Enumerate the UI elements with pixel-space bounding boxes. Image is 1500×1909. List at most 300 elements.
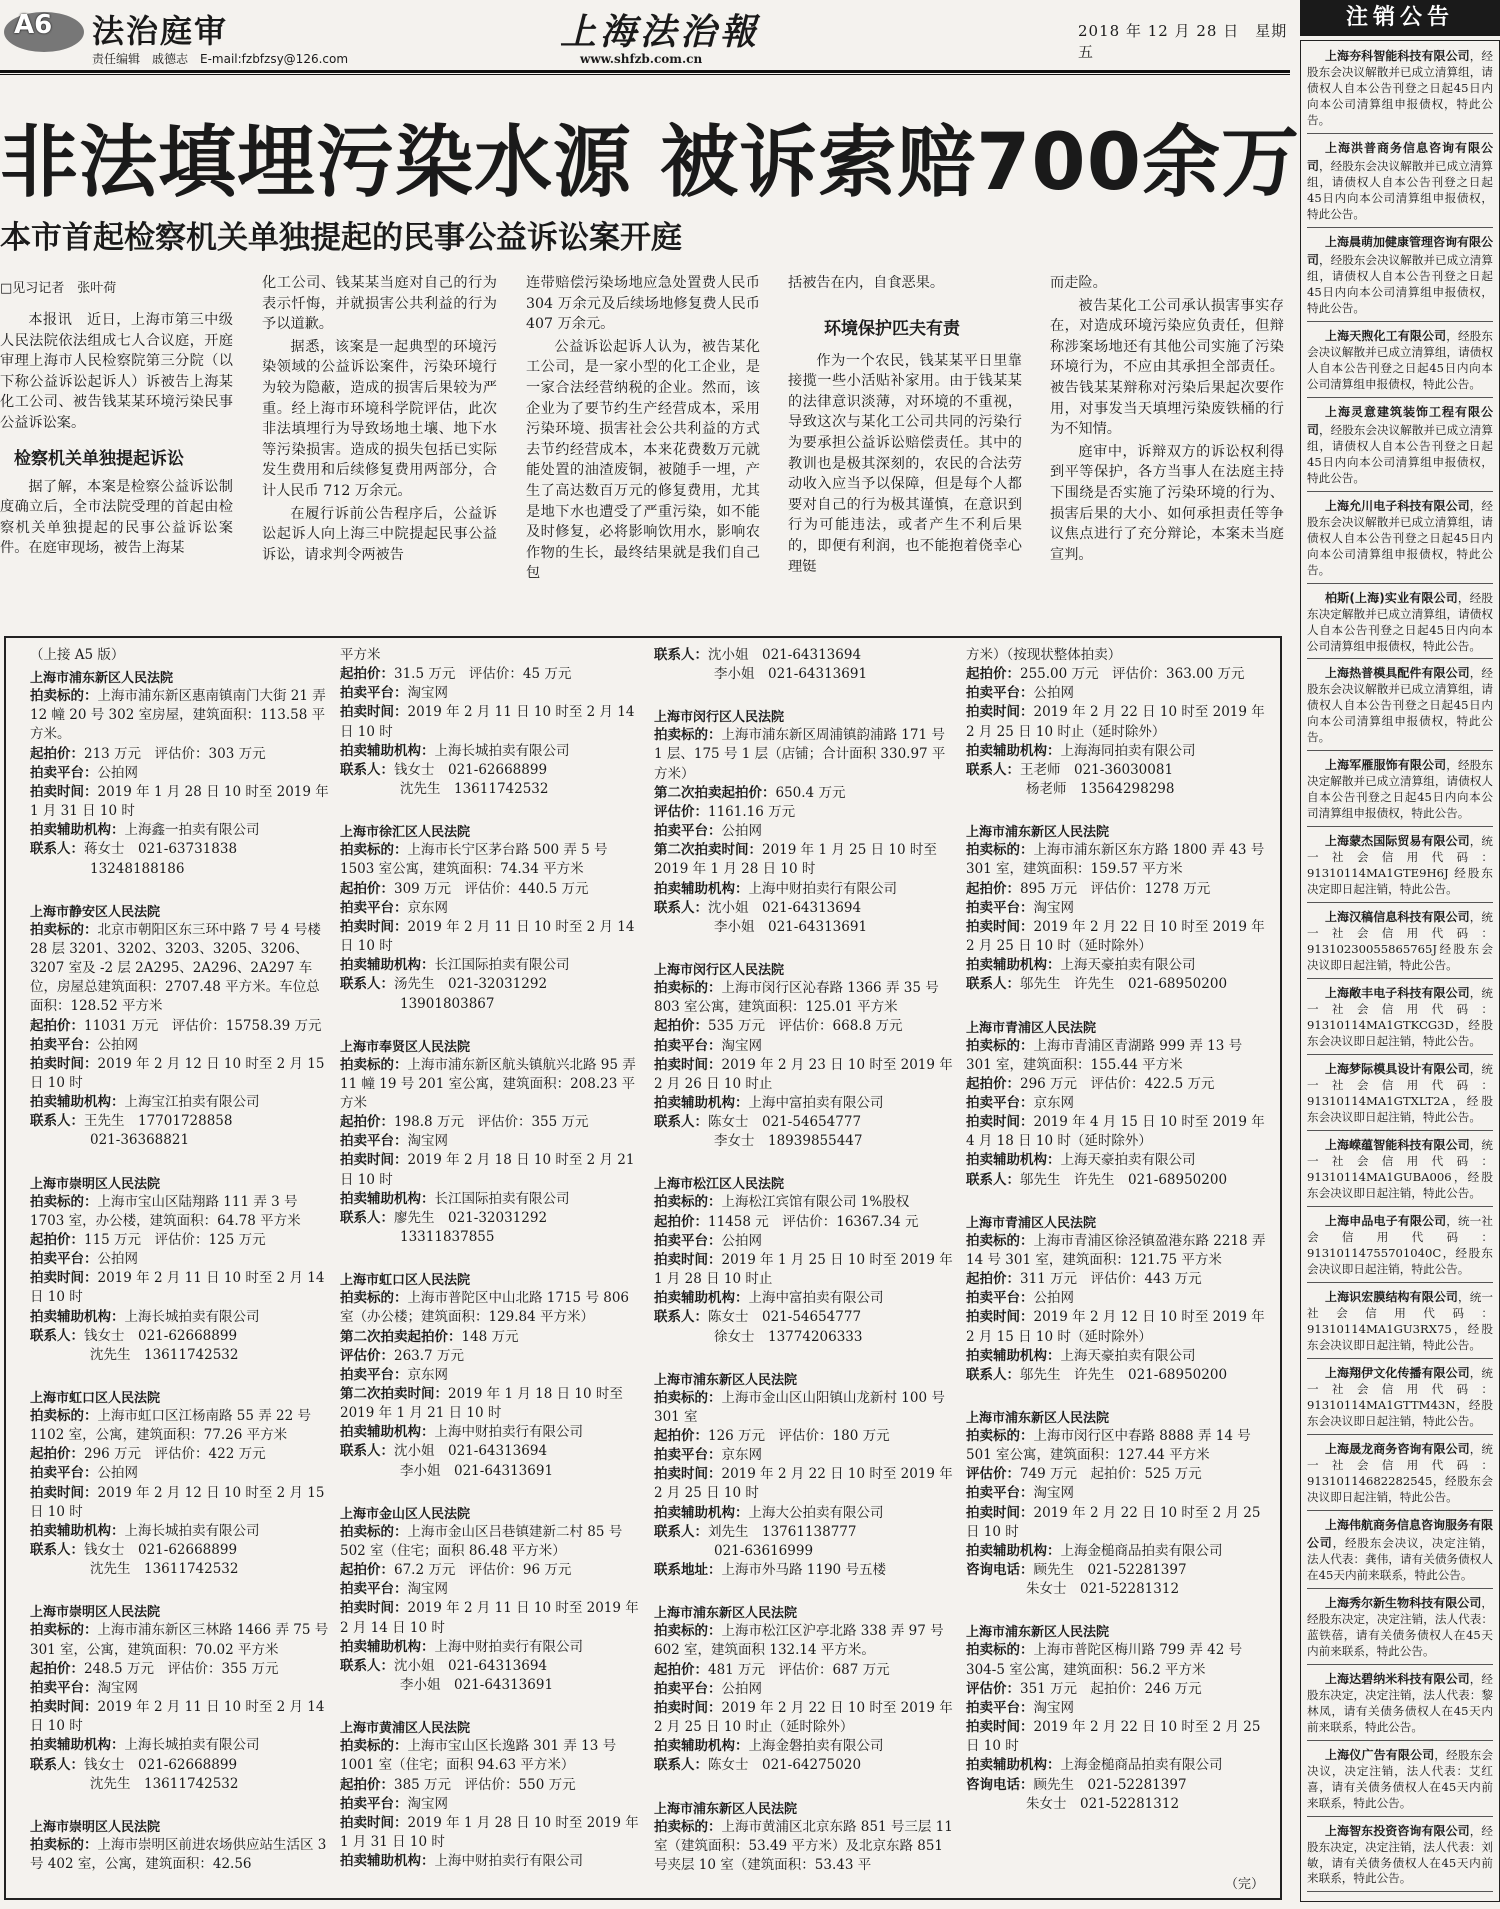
auction-field-label: 第二次拍卖起拍价： [340,1328,462,1345]
auction-field-value: 上海市浦东新区航头镇航兴北路 95 弄 11 幢 19 号 201 室公寓，建筑面积：208.23 平方米 [340,1056,636,1111]
auction-field [340,703,640,741]
auction-court: 上海市青浦区人民法院 [966,1020,1097,1036]
auction-field-value: 2019 年 1 月 25 日 10 时至 2019 年 1 月 28 日 10 时 [654,842,937,878]
auction-field-label: 起拍价： [654,1661,708,1678]
auction-field [966,975,1266,994]
auction-field-value: 2019 年 2 月 18 日 10 时至 2 月 21 日 10 时 [340,1152,635,1188]
auction-field-label: 起拍价： [340,666,394,683]
auction-field-label: 拍卖辅助机构： [966,957,1061,974]
editor-credit: 责任编辑 戚德志 E-mail:fzbfzsy@126.com [92,52,349,66]
auction-lot [966,1621,1266,1813]
auction-field-label: 拍卖辅助机构： [30,1094,125,1111]
auction-field [30,1698,330,1736]
notice-company: 上海天煦化工有限公司 [1325,328,1447,343]
auction-field [340,1151,640,1189]
auction-field-label: 拍卖平台： [30,1036,98,1053]
auction-lot [30,901,330,1151]
article-subheading: 检察机关单独提起诉讼 [14,448,184,469]
auction-field-value: 上海市浦东新区惠南镇南门大街 21 弄 12 幢 20 号 302 室房屋，建筑面积：113.58 平方米。 [30,688,326,743]
auction-field [654,841,954,879]
auction-field-label: 联系人： [340,976,394,993]
auction-field-value: 上海市松江区沪亭北路 338 弄 97 号 602 室，建筑面积 132.14 平方米。 [654,1623,944,1659]
auction-field-label: 起拍价： [30,1660,84,1677]
notice-text: ，经股东决定，决定注销，法人代表：蓝铁蓓，请有关债务债权人在45天内前来联系，特此公告。 [1307,1595,1493,1658]
auction-court: 上海市闵行区人民法院 [654,963,785,979]
auction-field-value: 上海市浦东新区周浦镇韵浦路 171 号 1 层、175 号 1 层（店铺；合计面积 330.97 平方米） [654,727,946,782]
auction-field [30,1484,330,1522]
auction-field [654,1680,954,1699]
auction-field-label: 起拍价： [340,1562,394,1579]
auction-field-label: 拍卖标的： [30,1622,98,1639]
auction-field [30,1017,330,1036]
auction-field-label: 拍卖时间： [30,783,98,800]
auction-field-value: 陈女士 021-54654777 [708,1309,862,1326]
auction-court: 上海市虹口区人民法院 [30,1391,161,1406]
auction-field-label: 联系人： [654,1757,708,1774]
auction-field-value: 上海市普陀区中山北路 1715 号 806 室（办公楼；建筑面积：129.84 平方米） [340,1290,629,1326]
auction-field-label: 拍卖时间： [340,918,408,935]
auction-field-label: 拍卖标的： [340,1738,408,1755]
auction-field-value: 2019 年 1 月 25 日 10 时至 2019 年 1 月 28 日 10 时止 [654,1251,953,1288]
auction-field [966,1037,1266,1075]
auction-field-label: 拍卖辅助机构： [30,1737,125,1754]
notice-text: ，统一社会信用代码：91310114682282545，经股东会决议即日起注销，特此公告。 [1307,1441,1493,1504]
auction-field-label: 拍卖时间： [654,1466,722,1483]
auction-notices-box [4,636,1282,1900]
auction-column-1 [30,646,330,1896]
auction-contact-extra: 徐女士 13774206333 [714,1328,863,1345]
auction-court: 上海市虹口区人民法院 [340,1273,471,1289]
auction-field [654,1818,954,1875]
notice-text: ，经股东会决议解散并已成立清算组，请债权人自本公告刊登之日起45日内向本公司清算组申报债权，特此公告。 [1307,666,1493,745]
auction-field-value: 淘宝网 [407,685,448,702]
auction-field [654,1017,954,1036]
auction-field-label: 拍卖标的： [966,1428,1034,1444]
auction-field [966,1232,1266,1270]
notice-company: 上海智东投资咨询有限公司 [1325,1823,1470,1838]
auction-lot [966,646,1266,799]
auction-field-value: 2019 年 2 月 22 日 10 时至 2019 年 2 月 25 日 10 时 [654,1466,953,1502]
notice-item [1307,1058,1493,1131]
auction-field [966,1151,1266,1170]
auction-field-value: 邬先生 许先生 021-68950200 [1020,1366,1228,1383]
auction-field [340,1599,640,1637]
auction-field [654,1523,954,1542]
auction-contact-extra: 李小姐 021-64313691 [400,1462,554,1479]
article-column-5 [1050,273,1284,567]
notice-text: ，经股东会决议，决定注销，法人代表：艾红喜，请有关债务债权人在45天内前来联系，特此公告。 [1307,1747,1493,1810]
auction-court: 上海市金山区人民法院 [340,1506,471,1522]
auction-field-label: 起拍价： [340,1114,394,1131]
auction-field [654,726,954,783]
auction-field-label: 拍卖平台： [966,899,1034,916]
auction-field-value: 上海市普陀区梅川路 799 弄 42 号 304-5 室公寓，建筑面积：56.2 平方米 [966,1642,1243,1678]
article-paragraph: 本报讯 近日，上海市第三中级人民法院依法组成七人合议庭，开庭审理上海市人民检察院第三分院（以下称公益诉讼起诉人）诉被告上海某化工公司、被告钱某某环境污染民事公益诉讼案。 [0,312,233,431]
auction-field-label: 联系人： [966,976,1020,993]
auction-field-value: 上海长城拍卖有限公司 [434,742,570,759]
notice-item [1307,1134,1493,1207]
notice-title: 注销公告 [1300,0,1500,36]
article-column-1 [0,273,233,561]
auction-field-label: 联系人： [654,1523,708,1540]
notice-company: 上海申品电子有限公司 [1325,1214,1447,1229]
auction-lot [340,1036,640,1248]
auction-field [340,1289,640,1327]
notice-item [1307,137,1493,228]
auction-field-value: 上海市金山区吕巷镇建新二村 85 号 502 室（住宅；面积 86.48 平方米） [340,1523,623,1559]
auction-field-label: 拍卖平台： [340,1795,408,1812]
auction-field [30,1541,330,1560]
auction-field [654,1389,954,1427]
auction-field-label: 拍卖时间： [340,1814,408,1831]
auction-field-label: 拍卖标的： [966,1642,1034,1659]
article-subheadline: 本市首起检察机关单独提起的民事公益诉讼案开庭 [0,220,682,256]
auction-field [966,1289,1266,1308]
auction-field-value: 公拍网 [721,1680,762,1697]
auction-field-value: 上海天豪拍卖有限公司 [1060,957,1196,974]
article-paragraph: 而走险。 [1050,275,1107,291]
auction-field-value: 11458 元 评估价：16367.34 元 [708,1213,919,1230]
auction-field [30,1464,330,1483]
auction-field-label: 拍卖平台： [966,1094,1034,1111]
auction-lot [30,1173,330,1365]
auction-field-value: 淘宝网 [1033,899,1074,916]
auction-field-label: 起拍价： [966,1271,1020,1288]
notice-company: 柏斯(上海)实业有限公司 [1325,590,1458,605]
auction-field-label: 拍卖标的： [340,1523,408,1540]
auction-field-label: 拍卖辅助机构： [340,742,435,759]
auction-field-label: 联系人： [340,1443,394,1460]
auction-field [340,665,640,684]
page-number: A6 [14,10,53,40]
notice-item [1307,1592,1493,1665]
newspaper-masthead: 上海法治報 [560,11,761,53]
auction-field-value: 248.5 万元 评估价：355 万元 [84,1660,279,1677]
auction-field-label: 拍卖平台： [30,1465,98,1482]
auction-field [340,1366,640,1385]
auction-field-label: 拍卖标的： [966,1232,1034,1249]
auction-field-value: 沈小姐 021-64313694 [394,1657,548,1674]
auction-field-value: 邬先生 许先生 021-68950200 [1020,1171,1228,1188]
auction-field-value: 淘宝网 [1033,1485,1074,1502]
auction-field-label: 拍卖平台： [966,685,1034,702]
article-paragraph: 据悉，该案是一起典型的环境污染领域的公益诉讼案件，污染环境行为较为隐蔽，造成的损害后果较为严重。经上海市环境科学院评估，此次非法填埋行为导致场地土壤、地下水等污染损害。造成的损失包括已实际发生费用和后续修复费用两部分，合计人民币 712 万余元。 [262,338,497,499]
auction-field [966,1699,1266,1718]
notice-item [1307,495,1493,584]
auction-field-label: 拍卖标的： [340,842,408,859]
auction-field-label: 拍卖辅助机构： [966,1152,1061,1169]
notice-company: 上海秀尔新生物科技有限公司 [1325,1595,1482,1610]
auction-field-label: 拍卖平台： [30,764,98,781]
auction-field-label: 起拍价： [966,1075,1020,1092]
page-header [0,0,1290,66]
auction-field [966,1641,1266,1679]
auction-field [654,784,954,803]
auction-lot [654,1369,954,1581]
auction-field [966,1561,1266,1580]
auction-field-label: 拍卖辅助机构： [966,1757,1061,1774]
auction-field [966,684,1266,703]
auction-field [966,1504,1266,1542]
auction-field-value: 上海市虹口区江杨南路 55 弄 22 号 1102 室，公寓，建筑面积：77.26 平方米 [30,1408,312,1444]
auction-field [340,1561,640,1580]
auction-field [30,1756,330,1775]
notice-item [1307,325,1493,398]
auction-field-value: 2019 年 2 月 11 日 10 时至 2019 年 2 月 14 日 10 时 [340,1600,639,1636]
auction-field [30,1036,330,1055]
auction-field-label: 拍卖平台： [966,1699,1034,1716]
auction-field [340,956,640,975]
auction-field-label: 评估价： [966,1680,1020,1697]
auction-contact-extra: 13248188186 [90,860,185,877]
auction-field [340,880,640,899]
auction-field-value: 2019 年 2 月 12 日 10 时至 2 月 15 日 10 时 [30,1484,325,1520]
auction-field-value: 11031 万元 评估价：15758.39 万元 [84,1017,322,1034]
auction-field-label: 拍卖辅助机构： [340,1853,435,1870]
auction-field [30,1112,330,1131]
auction-field [654,1561,954,1580]
auction-field [30,921,330,1017]
auction-field [654,1465,954,1503]
auction-field-value: 895 万元 评估价：1278 万元 [1020,880,1211,897]
auction-field-value: 1161.16 万元 [708,803,796,820]
auction-field [30,1621,330,1659]
auction-field [654,1446,954,1465]
auction-field-label: 联系人： [340,761,394,778]
auction-field-label: 拍卖平台： [340,899,408,916]
auction-court: 上海市松江区人民法院 [654,1177,785,1193]
auction-field-value: 上海市浦东新区三林路 1466 弄 75 号 301 室，公寓，建筑面积：70.02 平方米 [30,1622,329,1658]
auction-field [340,1423,640,1442]
notice-text: ，经股东决定解散并已成立清算组，请债权人自本公告刊登之日起45日内向本公司清算组申报债权，特此公告。 [1307,758,1493,821]
auction-contact-extra: 李女士 18939855447 [714,1133,863,1150]
notice-text: ，统一社会信用代码：91310114MA1GTE9H6J 经股东决定即日起注销，特此公告。 [1307,834,1493,897]
auction-field-label: 起拍价： [654,1018,708,1035]
auction-field [966,1465,1266,1484]
auction-field [30,1308,330,1327]
auction-field [654,1504,954,1523]
auction-field-label: 第二次拍卖起拍价： [654,784,776,801]
auction-field-value: 311 万元 评估价：443 万元 [1020,1271,1202,1288]
end-mark: （完） [1224,1877,1264,1892]
auction-field-label: 拍卖平台： [966,1485,1034,1502]
auction-field-label: 评估价： [966,1466,1020,1483]
auction-field-value: 上海市金山区山阳镇山龙新村 100 号 301 室 [654,1389,945,1425]
auction-field-value: 255.00 万元 评估价：363.00 万元 [1020,666,1245,683]
auction-field-value: 沈小姐 021-64313694 [708,647,862,663]
auction-field-label: 拍卖平台： [30,1679,98,1696]
auction-field [340,1795,640,1814]
auction-field-value: 蒋女士 021-63731838 [84,841,238,858]
article-paragraph: 在履行诉前公告程序后，公益诉讼起诉人向上海三中院提起民事公益诉讼，请求判令两被告 [262,505,497,563]
article-paragraph: 庭审中，诉辩双方的诉讼权利得到平等保护，各方当事人在法庭主持下围绕是否实施了污染环境的行为、损害后果的大小、如何承担责任等争议焦点进行了充分辩论，本案未当庭宣判。 [1050,443,1284,563]
auction-field-value: 2019 年 2 月 22 日 10 时至 2 月 25 日 10 时 [966,1504,1261,1540]
auction-field-value: 2019 年 1 月 28 日 10 时至 2019 年 1 月 31 日 10 时 [30,783,329,820]
auction-column-2 [340,646,640,1893]
auction-court: 上海市崇明区人民法院 [30,1605,161,1621]
notice-item [1307,231,1493,322]
notice-item [1307,1362,1493,1435]
auction-field [340,1190,640,1209]
continued-note: （上接 A5 版） [30,647,125,663]
auction-field-value: 上海金槌商品拍卖有限公司 [1060,1542,1223,1559]
auction-field-value: 上海市外马路 1190 号五楼 [721,1562,886,1579]
auction-field [340,1852,640,1871]
article-column-2 [262,273,497,567]
auction-lot [340,1503,640,1695]
auction-field-label: 联系人： [30,1756,84,1773]
article-column-3 [526,273,760,586]
auction-field-value: 上海松江宾馆有限公司 1%股权 [721,1194,910,1211]
auction-field [340,1776,640,1795]
auction-field-value: 上海金磐拍卖有限公司 [748,1738,884,1755]
header-rule [0,70,1290,73]
auction-field-label: 联系人： [966,761,1020,778]
auction-column-4 [966,646,1266,1836]
auction-field-value: 385 万元 评估价：550 万元 [394,1776,576,1793]
auction-field-label: 起拍价： [654,1428,708,1444]
auction-field [966,956,1266,975]
notice-text: ，经股东会决议解散并已成立清算组，请债权人自本公告刊登之日起45日内向本公司清算组申报债权，特此公告。 [1307,49,1493,127]
auction-contact-extra: 沈先生 13611742532 [90,1561,239,1578]
auction-contact-extra: 沈先生 13611742532 [400,781,549,798]
auction-field-label: 拍卖标的： [654,727,722,744]
auction-field [340,1638,640,1657]
auction-field-label: 拍卖标的： [654,1818,722,1835]
auction-field-value: 650.4 万元 [775,784,846,801]
auction-field-label: 拍卖时间： [30,1484,98,1501]
auction-field-value: 2019 年 2 月 22 日 10 时至 2019 年 2 月 25 日 10 时止（延时除外） [966,704,1265,740]
header-rule-thin [0,74,1290,75]
auction-court: 上海市青浦区人民法院 [966,1215,1097,1231]
auction-field [340,1347,640,1366]
auction-field [340,975,640,994]
auction-field-label: 拍卖辅助机构： [654,1094,749,1111]
auction-field-label: 联系人： [30,1113,84,1130]
notice-item [1307,662,1493,751]
auction-field-label: 拍卖时间： [966,918,1034,935]
auction-field-value: 京东网 [721,1447,762,1464]
auction-field [30,1679,330,1698]
auction-field [966,1347,1266,1366]
auction-field [654,899,954,918]
auction-field [30,1093,330,1112]
auction-field-value: 王先生 17701728858 [84,1113,233,1130]
auction-field-label: 联系人： [30,1327,84,1344]
auction-field-value: 王老师 021-36030081 [1020,761,1174,778]
notice-company: 上海灵意建筑装饰工程有限公司 [1307,404,1493,437]
auction-field-value: 2019 年 1 月 28 日 10 时至 2019 年 1 月 31 日 10 时 [340,1814,639,1850]
auction-contact-extra: 沈先生 13611742532 [90,1775,239,1792]
auction-court: 上海市浦东新区人民法院 [966,1411,1110,1426]
notice-company: 上海夯科智能科技有限公司 [1325,49,1470,63]
article-column-4 [788,273,1022,579]
auction-lot [966,1017,1266,1190]
auction-field-label: 拍卖平台： [654,1037,722,1054]
auction-field [340,1132,640,1151]
auction-field [30,764,330,783]
notice-item [1307,754,1493,827]
reporter-byline: □见习记者 张叶荷 [0,281,117,296]
auction-field-label: 拍卖辅助机构： [654,1290,749,1307]
auction-contact-extra: 李小姐 021-64313691 [714,666,868,683]
auction-field-label: 联系人： [340,1657,394,1674]
auction-field-value: 刘先生 13761138777 [708,1523,857,1540]
auction-field [966,1542,1266,1561]
deregistration-notice-sidebar [1300,0,1500,1909]
article-headline: 非法填埋污染水源 被诉索赔700余万 [0,118,1300,208]
auction-field-label: 拍卖时间： [966,1309,1034,1326]
auction-field [654,1094,954,1113]
auction-field [340,684,640,703]
auction-field-label: 联系人： [340,1209,394,1226]
notice-text: ，经股东决定解散并已成立清算组，请债权人自本公告刊登之日起45日内向本公司清算组申报债权，特此公告。 [1307,590,1493,653]
auction-field-label: 拍卖标的： [30,1408,98,1424]
auction-contact-extra: 13901803867 [400,995,495,1012]
notice-company: 上海梦际模具设计有限公司 [1325,1062,1470,1077]
auction-court: 上海市徐汇区人民法院 [340,825,471,841]
auction-field-label: 拍卖时间： [340,1152,408,1169]
auction-field-label: 起拍价： [340,880,394,897]
auction-field [340,1385,640,1423]
auction-field-value: 公拍网 [97,1036,138,1053]
notice-text: ，经股东会决议解散并已成立清算组，请债权人自本公告刊登之日起45日内向本公司清算组申报债权，特此公告。 [1307,498,1493,577]
auction-lot [654,1798,954,1875]
auction-field-label: 联系人： [30,1542,84,1559]
auction-field [654,1056,954,1094]
auction-field-value: 2019 年 2 月 12 日 10 时至 2 月 15 日 10 时 [30,1055,325,1091]
notice-item [1307,401,1493,492]
notice-text: ，经股东决定，决定注销，法人代表：刘敏，请有关债务债权人在45天内前来联系，特此公告。 [1307,1823,1493,1886]
auction-field-value: 31.5 万元 评估价：45 万元 [394,666,572,683]
auction-field [654,1622,954,1660]
auction-field-label: 拍卖时间： [654,1699,722,1716]
auction-field-value: 上海市浦东新区东方路 1800 弄 43 号 301 室，建筑面积：159.57 平方米 [966,842,1265,878]
auction-field [966,761,1266,780]
auction-field [340,841,640,879]
auction-field-value: 上海天豪拍卖有限公司 [1060,1347,1196,1364]
auction-court: 上海市崇明区人民法院 [30,1819,161,1835]
notice-text: ，经股东决定，决定注销，法人代表：黎林凤，请有关债务债权人在45天内前来联系，特此公告。 [1307,1671,1493,1734]
auction-field [966,1756,1266,1775]
auction-court: 上海市浦东新区人民法院 [654,1801,798,1817]
auction-field-value: 上海海同拍卖有限公司 [1060,742,1196,759]
auction-contact-extra: 杨老师 13564298298 [1026,781,1175,798]
auction-field-value: 方米）（按现状整体拍卖） [966,647,1122,663]
auction-field-label: 拍卖平台： [654,1680,722,1697]
auction-lot [966,1212,1266,1385]
auction-field-value: 公拍网 [97,764,138,781]
notice-text: ，经股东会决议解散并已成立清算组，请债权人自本公告刊登之日起45日内向本公司清算组申报债权，特此公告。 [1307,158,1493,221]
auction-field-label: 联系人： [654,899,708,916]
auction-court: 上海市闵行区人民法院 [654,710,785,726]
auction-field-value: 749 万元 起拍价：525 万元 [1020,1466,1202,1483]
notice-company: 上海翔伊文化传播有限公司 [1325,1365,1470,1380]
auction-field [966,899,1266,918]
auction-field-label: 拍卖辅助机构： [30,1522,125,1539]
notice-company: 上海蒙杰国际贸易有限公司 [1325,834,1470,849]
auction-field [340,1814,640,1852]
auction-field-label: 拍卖时间： [966,1114,1034,1131]
auction-field [654,803,954,822]
auction-field [30,1193,330,1231]
auction-field-label: 拍卖标的： [654,980,722,997]
auction-field-label: 第二次拍卖时间： [340,1386,448,1402]
auction-field [340,1580,640,1599]
auction-field-value: 上海市闵行区沁春路 1366 弄 35 号 803 室公寓，建筑面积：125.01 平方米 [654,980,939,1016]
auction-field-value: 上海市宝山区长逸路 301 弄 13 号 1001 室（住宅；面积 94.63 平方米） [340,1738,617,1774]
auction-field-label: 评估价： [654,803,708,820]
